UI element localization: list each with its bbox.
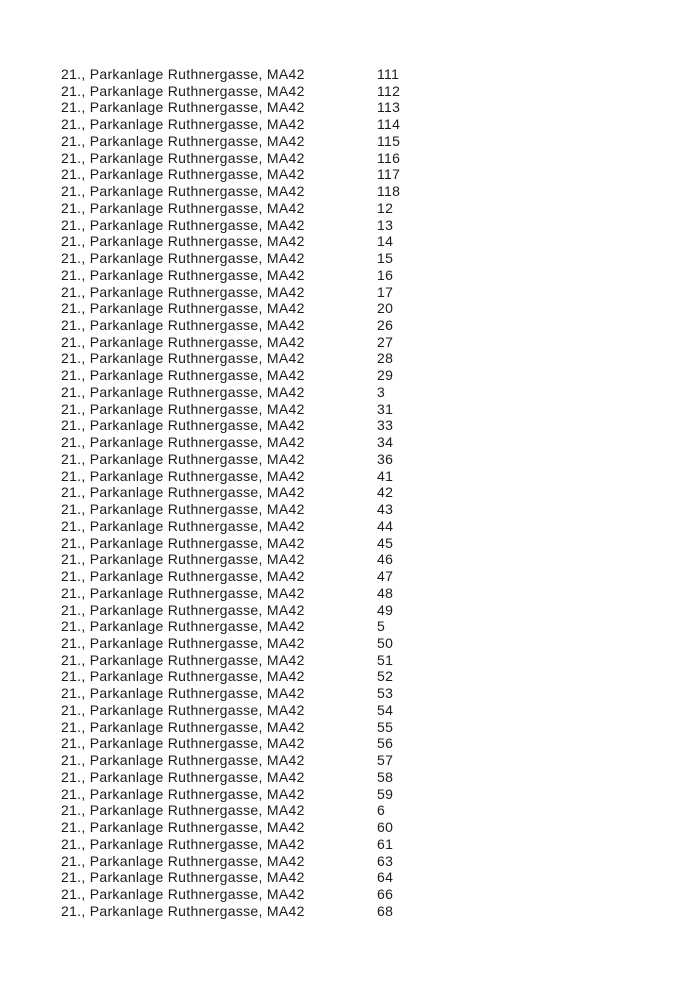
list-row [61, 367, 700, 384]
location-number: 54 [377, 701, 394, 718]
location-label: 21., Parkanlage Ruthnergasse, MA42 [61, 718, 305, 735]
location-number: 34 [377, 434, 394, 451]
location-number: 55 [377, 718, 394, 735]
location-label: 21., Parkanlage Ruthnergasse, MA42 [61, 484, 305, 501]
location-label: 21., Parkanlage Ruthnergasse, MA42 [61, 283, 305, 300]
location-number: 28 [377, 350, 394, 367]
list-row [61, 618, 700, 635]
list-row [61, 752, 700, 769]
location-label: 21., Parkanlage Ruthnergasse, MA42 [61, 685, 305, 702]
location-number: 61 [377, 835, 394, 852]
location-number: 31 [377, 400, 394, 417]
location-label: 21., Parkanlage Ruthnergasse, MA42 [61, 668, 305, 685]
list-row [61, 903, 700, 920]
location-label: 21., Parkanlage Ruthnergasse, MA42 [61, 350, 305, 367]
location-number: 13 [377, 216, 394, 233]
location-label: 21., Parkanlage Ruthnergasse, MA42 [61, 701, 305, 718]
location-number: 16 [377, 266, 394, 283]
location-label: 21., Parkanlage Ruthnergasse, MA42 [61, 266, 305, 283]
location-number: 49 [377, 601, 394, 618]
list-row [61, 233, 700, 250]
location-label: 21., Parkanlage Ruthnergasse, MA42 [61, 367, 305, 384]
location-label: 21., Parkanlage Ruthnergasse, MA42 [61, 300, 305, 317]
list-row [61, 551, 700, 568]
location-number: 41 [377, 467, 394, 484]
location-number: 6 [377, 802, 386, 819]
location-number: 52 [377, 668, 394, 685]
list-row [61, 166, 700, 183]
list-row [61, 317, 700, 334]
list-row [61, 217, 700, 234]
list-row [61, 468, 700, 485]
location-number: 111 [377, 66, 400, 82]
list-row [61, 585, 700, 602]
list-row [61, 401, 700, 418]
location-number: 17 [377, 283, 394, 300]
location-number: 51 [377, 651, 394, 668]
list-row [61, 133, 700, 150]
location-label: 21., Parkanlage Ruthnergasse, MA42 [61, 216, 305, 233]
location-label: 21., Parkanlage Ruthnergasse, MA42 [61, 601, 305, 618]
list-row [61, 602, 700, 619]
location-number: 29 [377, 367, 394, 384]
location-number: 15 [377, 250, 394, 267]
location-label: 21., Parkanlage Ruthnergasse, MA42 [61, 417, 305, 434]
location-number: 43 [377, 501, 394, 518]
list-row [61, 300, 700, 317]
location-label: 21., Parkanlage Ruthnergasse, MA42 [61, 534, 305, 551]
location-label: 21., Parkanlage Ruthnergasse, MA42 [61, 450, 305, 467]
list-row [61, 668, 700, 685]
location-label: 21., Parkanlage Ruthnergasse, MA42 [61, 835, 305, 852]
location-number: 64 [377, 869, 394, 886]
location-number: 63 [377, 852, 394, 869]
location-label: 21., Parkanlage Ruthnergasse, MA42 [61, 82, 305, 99]
location-number: 42 [377, 484, 394, 501]
location-number: 3 [377, 383, 386, 400]
list-row [61, 250, 700, 267]
location-label: 21., Parkanlage Ruthnergasse, MA42 [61, 634, 305, 651]
location-number: 47 [377, 568, 394, 585]
location-label: 21., Parkanlage Ruthnergasse, MA42 [61, 869, 305, 886]
location-label: 21., Parkanlage Ruthnergasse, MA42 [61, 618, 305, 635]
list-row [61, 886, 700, 903]
list-row [61, 518, 700, 535]
location-number: 20 [377, 300, 394, 317]
location-number: 56 [377, 735, 394, 752]
location-label: 21., Parkanlage Ruthnergasse, MA42 [61, 551, 305, 568]
location-label: 21., Parkanlage Ruthnergasse, MA42 [61, 199, 305, 216]
location-number: 45 [377, 534, 394, 551]
list-row [61, 652, 700, 669]
list-row [61, 719, 700, 736]
list-row [61, 384, 700, 401]
list-row [61, 200, 700, 217]
list-row [61, 535, 700, 552]
location-label: 21., Parkanlage Ruthnergasse, MA42 [61, 852, 305, 869]
list-row [61, 702, 700, 719]
location-label: 21., Parkanlage Ruthnergasse, MA42 [61, 902, 305, 919]
location-label: 21., Parkanlage Ruthnergasse, MA42 [61, 568, 305, 585]
location-number: 58 [377, 768, 394, 785]
location-label: 21., Parkanlage Ruthnergasse, MA42 [61, 400, 305, 417]
location-number: 59 [377, 785, 394, 802]
list-row [61, 150, 700, 167]
location-label: 21., Parkanlage Ruthnergasse, MA42 [61, 333, 305, 350]
location-number: 5 [377, 618, 386, 635]
location-number: 118 [377, 183, 401, 200]
list-row [61, 99, 700, 116]
list-row [61, 819, 700, 836]
location-label: 21., Parkanlage Ruthnergasse, MA42 [61, 467, 305, 484]
list-row [61, 66, 700, 83]
location-label: 21., Parkanlage Ruthnergasse, MA42 [61, 501, 305, 518]
location-number: 36 [377, 450, 394, 467]
list-row [61, 83, 700, 100]
location-label: 21., Parkanlage Ruthnergasse, MA42 [61, 819, 305, 836]
list-row [61, 853, 700, 870]
location-label: 21., Parkanlage Ruthnergasse, MA42 [61, 166, 305, 183]
location-list [61, 66, 700, 919]
location-number: 57 [377, 752, 394, 769]
location-number: 116 [377, 149, 401, 166]
location-number: 27 [377, 333, 394, 350]
location-number: 68 [377, 902, 394, 919]
list-row [61, 501, 700, 518]
list-row [61, 451, 700, 468]
location-number: 44 [377, 517, 394, 534]
list-row [61, 284, 700, 301]
list-row [61, 434, 700, 451]
location-label: 21., Parkanlage Ruthnergasse, MA42 [61, 885, 305, 902]
list-row [61, 484, 700, 501]
location-number: 26 [377, 317, 394, 334]
location-label: 21., Parkanlage Ruthnergasse, MA42 [61, 183, 305, 200]
location-label: 21., Parkanlage Ruthnergasse, MA42 [61, 584, 305, 601]
location-number: 50 [377, 634, 394, 651]
location-number: 46 [377, 551, 394, 568]
location-number: 12 [377, 199, 394, 216]
location-label: 21., Parkanlage Ruthnergasse, MA42 [61, 132, 305, 149]
location-label: 21., Parkanlage Ruthnergasse, MA42 [61, 233, 305, 250]
list-row [61, 334, 700, 351]
location-number: 60 [377, 819, 394, 836]
location-label: 21., Parkanlage Ruthnergasse, MA42 [61, 785, 305, 802]
location-label: 21., Parkanlage Ruthnergasse, MA42 [61, 735, 305, 752]
list-row [61, 417, 700, 434]
location-label: 21., Parkanlage Ruthnergasse, MA42 [61, 651, 305, 668]
location-label: 21., Parkanlage Ruthnergasse, MA42 [61, 99, 305, 116]
location-label: 21., Parkanlage Ruthnergasse, MA42 [61, 383, 305, 400]
location-label: 21., Parkanlage Ruthnergasse, MA42 [61, 517, 305, 534]
list-row [61, 267, 700, 284]
location-number: 113 [377, 99, 401, 116]
location-label: 21., Parkanlage Ruthnergasse, MA42 [61, 250, 305, 267]
location-label: 21., Parkanlage Ruthnergasse, MA42 [61, 317, 305, 334]
location-number: 48 [377, 584, 394, 601]
list-row [61, 116, 700, 133]
list-row [61, 635, 700, 652]
list-row [61, 183, 700, 200]
location-number: 53 [377, 685, 394, 702]
location-label: 21., Parkanlage Ruthnergasse, MA42 [61, 802, 305, 819]
list-row [61, 836, 700, 853]
list-row [61, 568, 700, 585]
location-number: 114 [377, 116, 401, 133]
list-row [61, 786, 700, 803]
location-number: 115 [377, 132, 401, 149]
location-number: 33 [377, 417, 394, 434]
location-number: 14 [377, 233, 394, 250]
list-row [61, 769, 700, 786]
list-row [61, 685, 700, 702]
location-label: 21., Parkanlage Ruthnergasse, MA42 [61, 768, 305, 785]
location-label: 21., Parkanlage Ruthnergasse, MA42 [61, 66, 305, 82]
list-row [61, 869, 700, 886]
location-label: 21., Parkanlage Ruthnergasse, MA42 [61, 149, 305, 166]
location-label: 21., Parkanlage Ruthnergasse, MA42 [61, 434, 305, 451]
location-number: 112 [377, 82, 401, 99]
list-row [61, 802, 700, 819]
location-label: 21., Parkanlage Ruthnergasse, MA42 [61, 752, 305, 769]
location-number: 117 [377, 166, 401, 183]
list-row [61, 350, 700, 367]
location-label: 21., Parkanlage Ruthnergasse, MA42 [61, 116, 305, 133]
list-row [61, 735, 700, 752]
location-number: 66 [377, 885, 394, 902]
